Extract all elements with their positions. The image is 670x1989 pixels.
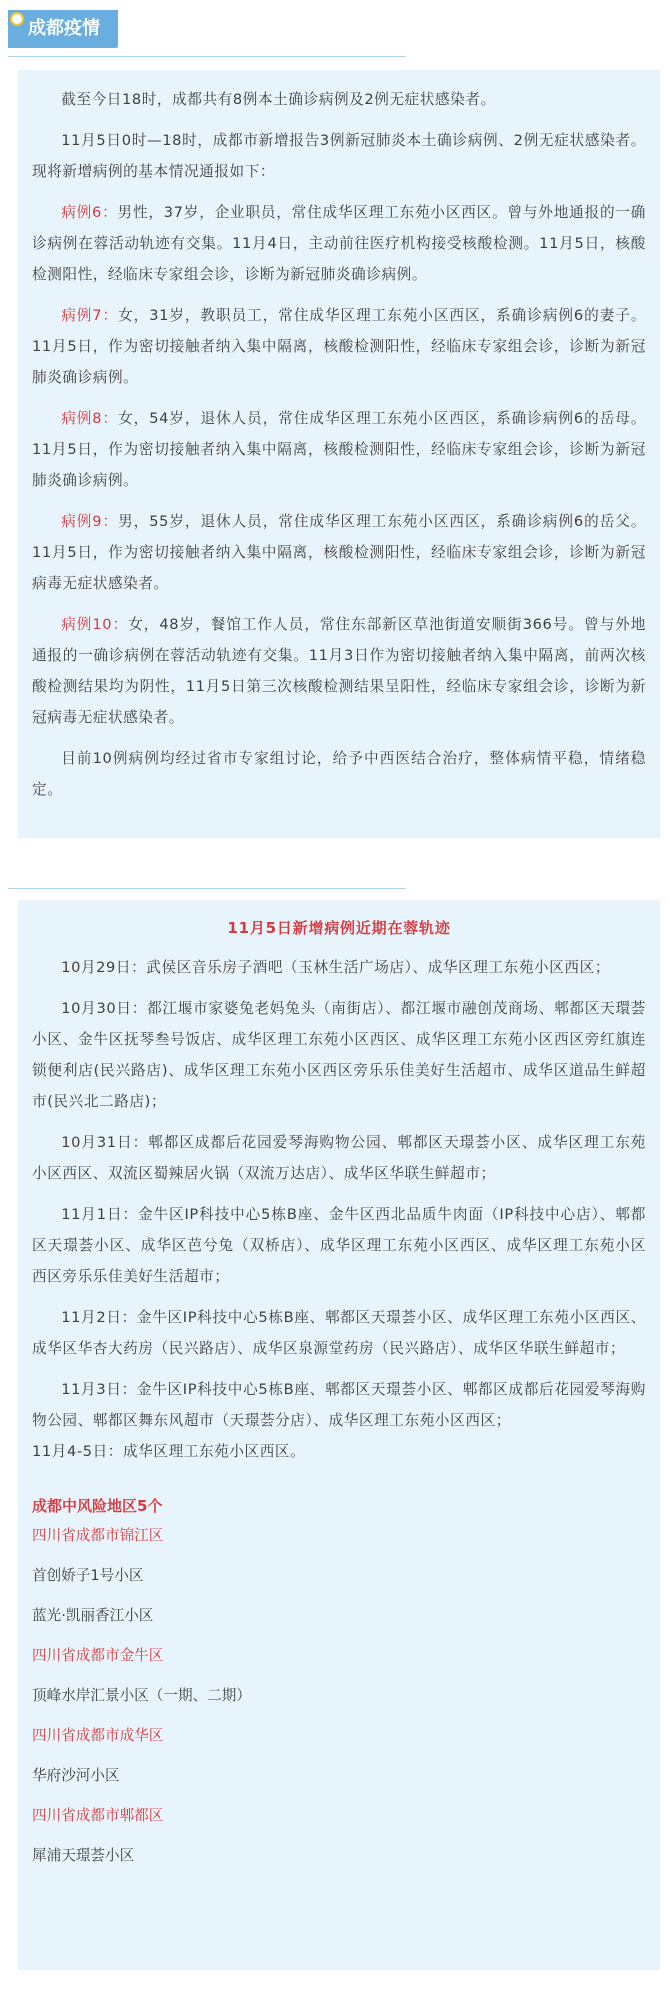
track-item: 10月31日：郫都区成都后花园爱琴海购物公园、郫都区天璟荟小区、成华区理工东苑小区西区、双流区蜀辣居火锅（双流万达店）、成华区华联生鲜超市；: [32, 1134, 646, 1182]
case-text: 男性，37岁，企业职员，常住成华区理工东苑小区西区。曾与外地通报的一确诊病例在蓉活动轨迹有交集。11月4日，主动前往医疗机构接受核酸检测。11月5日，核酸检测阳性，经临床专家组会诊，诊断为新冠肺炎确诊病例。: [32, 204, 647, 283]
track-item: 11月2日：金牛区IP科技中心5栋B座、郫都区天璟荟小区、成华区理工东苑小区西区、成华区华杏大药房（民兴路店）、成华区泉源堂药房（民兴路店）、成华区华联生鲜超市；: [32, 1309, 646, 1357]
risk-district: 四川省成都市锦江区: [32, 1527, 164, 1544]
section-divider: [8, 888, 406, 889]
case-paragraph: [32, 403, 646, 496]
section-title: 成都疫情: [28, 18, 100, 39]
risk-community: 蓝光·凯丽香江小区: [32, 1607, 154, 1624]
case-text: 女，31岁，教职员工，常住成华区理工东苑小区西区，系确诊病例6的妻子。11月5日，作为密切接触者纳入集中隔离，核酸检测阳性，经临床专家组会诊，诊断为新冠肺炎确诊病例。: [32, 307, 647, 386]
risk-community: 顶峰水岸汇景小区（一期、二期）: [32, 1687, 251, 1704]
track-item: 11月3日：金牛区IP科技中心5栋B座、郫都区天璟荟小区、郫都区成都后花园爱琴海购物公园、郫都区舞东风超市（天璟荟分店）、成华区理工东苑小区西区；: [32, 1381, 646, 1429]
case-label: 病例9：: [61, 513, 119, 530]
circle-decoration-icon: [10, 12, 24, 26]
tracks-box: [18, 900, 660, 1970]
overview-paragraph-2: 11月5日0时—18时，成都市新增报告3例新冠肺炎本土确诊病例、2例无症状感染者。现将新增病例的基本情况通报如下：: [32, 132, 646, 180]
tracks-title: 11月5日新增病例近期在蓉轨迹: [227, 919, 451, 937]
track-item: 11月1日：金牛区IP科技中心5栋B座、金牛区西北品质牛肉面（IP科技中心店）、郫都区天璟荟小区、成华区芭兮兔（双桥店）、成华区理工东苑小区西区、成华区理工东苑小区西区旁乐乐佳美好生活超市；: [32, 1206, 646, 1285]
case-label: 病例8：: [61, 410, 119, 427]
track-item-last: 11月4-5日：成华区理工东苑小区西区。: [32, 1443, 306, 1460]
overview-closing: 目前10例病例均经过省市专家组讨论，给予中西医结合治疗，整体病情平稳，情绪稳定。: [32, 750, 646, 798]
case-paragraph: [32, 197, 646, 290]
header-divider: [8, 56, 406, 57]
case-text: 男，55岁，退休人员，常住成华区理工东苑小区西区，系确诊病例6的岳父。11月5日，作为密切接触者纳入集中隔离，核酸检测阳性，经临床专家组会诊，诊断为新冠病毒无症状感染者。: [32, 513, 647, 592]
track-item: 10月29日：武侯区音乐房子酒吧（玉林生活广场店）、成华区理工东苑小区西区；: [61, 959, 611, 976]
case-paragraph: [32, 300, 646, 393]
risk-title: 成都中风险地区5个: [32, 1497, 163, 1515]
track-item: 10月30日：都江堰市家婆兔老妈兔头（南街店）、都江堰市融创茂商场、郫都区天環荟小区、金牛区抚琴叁号饭店、成华区理工东苑小区西区、成华区理工东苑小区西区旁红旗连锁便利店(民兴路店)、成华区理工东苑小区西区旁乐乐佳美好生活超市、成华区道品生鲜超市(民兴北二路店)；: [32, 1000, 646, 1110]
case-label: 病例7：: [61, 307, 119, 324]
case-text: 女，48岁，餐馆工作人员，常住东部新区草池街道安顺街366号。曾与外地通报的一确诊病例在蓉活动轨迹有交集。11月3日作为密切接触者纳入集中隔离，前两次核酸检测结果均为阴性，11月5日第三次核酸检测结果呈阳性，经临床专家组会诊，诊断为新冠病毒无症状感染者。: [32, 616, 646, 726]
case-label: 病例10：: [61, 616, 129, 633]
case-paragraph: [32, 506, 646, 599]
case-label: 病例6：: [61, 204, 118, 221]
case-text: 女，54岁，退休人员，常住成华区理工东苑小区西区，系确诊病例6的岳母。11月5日，作为密切接触者纳入集中隔离，核酸检测阳性，经临床专家组会诊，诊断为新冠肺炎确诊病例。: [32, 410, 647, 489]
section-header-tag: [8, 10, 118, 48]
overview-paragraph-1: 截至今日18时，成都共有8例本土确诊病例及2例无症状感染者。: [61, 91, 496, 108]
case-paragraph: [32, 609, 646, 733]
risk-community: 首创娇子1号小区: [32, 1567, 144, 1584]
overview-box: [18, 70, 660, 838]
risk-community: 华府沙河小区: [32, 1767, 120, 1784]
risk-community: 犀浦天璟荟小区: [32, 1847, 135, 1864]
risk-district: 四川省成都市郫都区: [32, 1807, 164, 1824]
risk-district: 四川省成都市成华区: [32, 1727, 164, 1744]
risk-district: 四川省成都市金牛区: [32, 1647, 164, 1664]
